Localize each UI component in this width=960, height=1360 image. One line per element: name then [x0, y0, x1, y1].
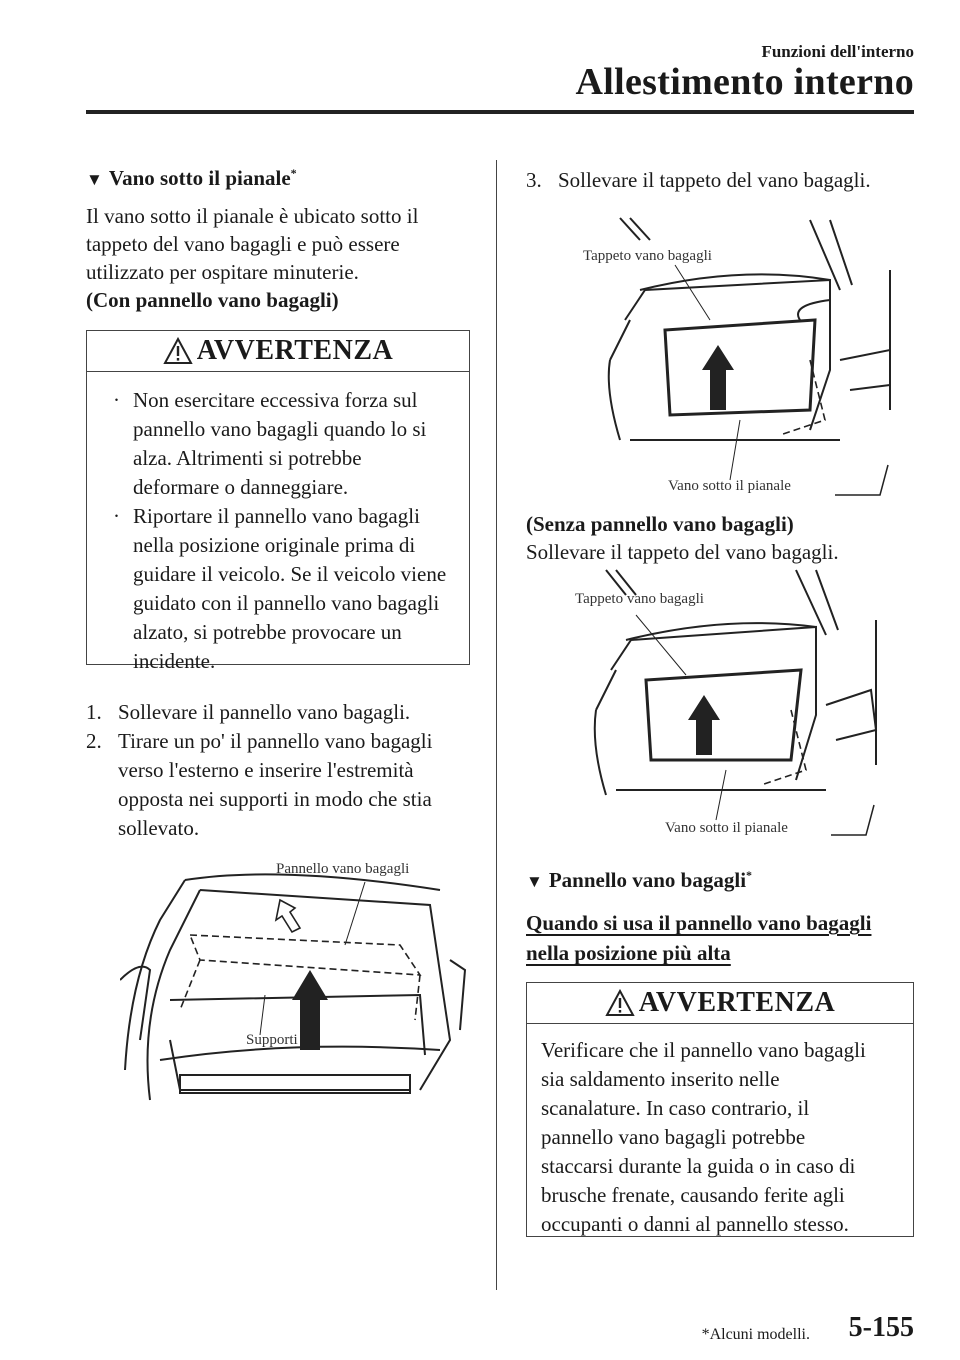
warning-bullet: · Non esercitare eccessiva forza sul pannello vano bagagli quando lo si alza. Altrimenti si potrebbe deformare o danneggiare.: [113, 388, 427, 499]
header-rule: [86, 110, 914, 114]
warning-triangle-icon: [163, 337, 193, 365]
step-item: 2. Tirare un po' il pannello vano bagagli verso l'esterno e inserire l'estremità opposta nei supporti in modo che stia sollevato.: [86, 729, 433, 840]
column-divider: [496, 160, 497, 1290]
instruction-text: Sollevare il tappeto del vano bagagli.: [526, 540, 839, 564]
label-cargo-panel: Pannello vano bagagli: [276, 861, 410, 877]
warning-body: [87, 372, 469, 676]
label-supports: Supporti: [246, 1032, 298, 1048]
label-underfloor-1: Vano sotto il pianale: [668, 478, 791, 494]
subheading-without-panel: (Senza pannello vano bagagli): [526, 512, 794, 536]
triangle-down-icon: ▼: [86, 170, 103, 189]
section-heading: ▼ Vano sotto il pianale*: [86, 166, 297, 190]
step-item: 1. Sollevare il pannello vano bagagli.: [86, 700, 411, 724]
intro-paragraph: Il vano sotto il pianale è ubicato sotto il tappeto del vano bagagli e può essere utilizzato per ospitare minuterie.: [86, 204, 419, 284]
steps-list: [86, 698, 486, 843]
page-number: 5-155: [848, 1312, 914, 1343]
warning-header: AVVERTENZA: [87, 331, 469, 372]
section-label: Funzioni dell'interno: [761, 42, 914, 61]
label-cargo-mat-1: Tappeto vano bagagli: [583, 248, 712, 264]
section-heading: ▼ Pannello vano bagagli*: [526, 868, 753, 892]
asterisk-mark: *: [746, 868, 753, 882]
warning-body: Verificare che il pannello vano bagagli sia saldamento inserito nelle scanalature. In caso contrario, il pannello vano bagagli potrebbe staccarsi durante la guida o in caso di brusche frenate, causando ferite agli occupanti o danni al pannello stesso.: [541, 1038, 866, 1236]
warning-box: [86, 330, 470, 673]
warning-bullet: · Riportare il pannello vano bagagli nella posizione originale prima di guidare il veicolo. Se il veicolo viene guidato con il pannello vano bagagli alzato, si potrebbe provocare un incidente.: [113, 504, 447, 673]
warning-header: AVVERTENZA: [527, 983, 913, 1024]
cargo-panel-illustration: [120, 860, 470, 1120]
page-title: Allestimento interno: [575, 61, 914, 103]
triangle-down-icon: ▼: [526, 872, 543, 891]
step-item: 3. Sollevare il tappeto del vano bagagli.: [526, 168, 871, 192]
warning-triangle-icon: [605, 989, 635, 1017]
subheading-with-panel: (Con pannello vano bagagli): [86, 288, 339, 312]
usage-condition-heading: Quando si usa il pannello vano bagagli nella posizione più alta: [526, 911, 872, 965]
label-underfloor-2: Vano sotto il pianale: [665, 820, 788, 836]
warning-box: [526, 982, 914, 1237]
asterisk-mark: *: [290, 166, 297, 180]
label-cargo-mat-2: Tappeto vano bagagli: [575, 591, 704, 607]
footnote: *Alcuni modelli.: [701, 1326, 810, 1343]
